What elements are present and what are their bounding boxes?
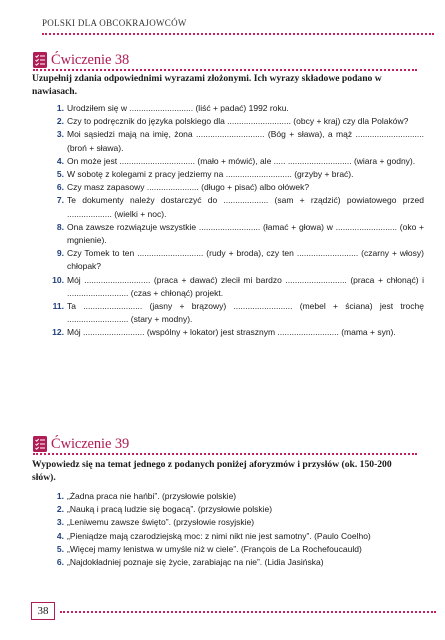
item-text: „Pieniądze mają czarodziejską moc: z nimi nikt nie jest samotny”. (Paulo Coelho) bbox=[67, 530, 371, 541]
item-text: Mój ............................ (praca + dawać) zlecił mi bardzo .......................... (praca + chłonąć) i .......................... (czas + chłonąć) projekt. bbox=[67, 274, 424, 298]
exercise-38-item bbox=[52, 128, 424, 154]
item-number: 12 . bbox=[48, 326, 64, 339]
exercise-38-item bbox=[52, 115, 424, 128]
item-number: 4 . bbox=[48, 530, 64, 543]
running-head: POLSKI DLA OBCOKRAJOWCÓW bbox=[42, 18, 187, 28]
exercise-39-instruction: Wypowiedz się na temat jednego z podanych poniżej aforyzmów i przysłów (ok. 150-200 słów). bbox=[32, 459, 392, 483]
item-number: 1 . bbox=[48, 102, 64, 115]
exercise-38-item bbox=[52, 300, 424, 326]
exercise-38-item bbox=[52, 194, 424, 220]
exercise-39-item bbox=[52, 556, 424, 569]
item-text: Te dokumenty należy dostarczyć do ................... (sam + rządzić) powiatowego przed ................... (wielki + noc). bbox=[67, 195, 424, 219]
item-text: Czy Tomek to ten ............................ (rudy + broda), czy ten .......................... (czarny + włosy) chłopak? bbox=[67, 248, 424, 272]
exercise-38-instruction: Uzupełnij zdania odpowiednimi wyrazami złożonymi. Ich wyrazy składowe podano w nawiasach. bbox=[32, 73, 382, 97]
item-number: 6 . bbox=[48, 181, 64, 194]
item-number: 2 . bbox=[48, 503, 64, 516]
item-number: 3 . bbox=[48, 516, 64, 529]
item-text: Urodziłem się w ........................... (liść + padać) 1992 roku. bbox=[67, 103, 289, 113]
exercise-38-item bbox=[52, 168, 424, 181]
exercise-38-item bbox=[52, 326, 424, 339]
item-text: Czy masz zapasowy ...................... (długo + pisać) albo ołówek? bbox=[67, 182, 310, 193]
exercise-39-item bbox=[52, 530, 424, 543]
item-number: 5 . bbox=[48, 168, 64, 181]
footer-divider bbox=[60, 611, 436, 613]
exercise-38-item bbox=[52, 102, 424, 115]
item-text: „Nauką i pracą ludzie się bogacą”. (przysłowie polskie) bbox=[67, 504, 273, 515]
item-number: 1 . bbox=[48, 490, 64, 503]
item-number: 6 . bbox=[48, 556, 64, 569]
item-text: On może jest ................................ (mało + mówić), ale ..... ........................... (wiara + godny). bbox=[67, 155, 416, 166]
checklist-icon bbox=[33, 52, 47, 68]
page-number: 38 bbox=[31, 602, 55, 620]
item-number: 3 . bbox=[48, 128, 64, 141]
item-text: Czy to podręcznik do języka polskiego dla ........................... (obcy + kraj) czy dla Polaków? bbox=[67, 116, 409, 127]
exercise-38-title-rule bbox=[33, 69, 417, 71]
item-number: 7 . bbox=[48, 194, 64, 207]
exercise-39-item bbox=[52, 490, 424, 503]
item-text: „Więcej mamy lenistwa w umyśle niż w ciele”. (François de La Rochefoucauld) bbox=[67, 543, 362, 554]
exercise-38-item bbox=[52, 274, 424, 300]
exercise-38-title: Ćwiczenie 38 bbox=[51, 52, 130, 68]
exercise-38-item bbox=[52, 155, 424, 168]
exercise-38-item bbox=[52, 247, 424, 273]
item-text: „Najdokładniej poznaje się życie, zarabiając na nie”. (Lidia Jasińska) bbox=[67, 557, 324, 568]
item-number: 4 . bbox=[48, 155, 64, 168]
exercise-39-list bbox=[52, 490, 424, 569]
exercise-38-list bbox=[52, 102, 424, 340]
exercise-39-title-rule bbox=[33, 453, 417, 455]
exercise-39-title: Ćwiczenie 39 bbox=[51, 436, 130, 452]
header-divider bbox=[42, 33, 434, 35]
exercise-39-item bbox=[52, 516, 424, 529]
item-text: „Żadna praca nie hańbi”. (przysłowie polskie) bbox=[67, 491, 237, 501]
exercise-38-item bbox=[52, 221, 424, 247]
item-text: Ta ......................... (jasny + brązowy) ......................... (mebel + ściana) jest trochę .......................... (stary + modny). bbox=[67, 301, 424, 325]
item-text: „Leniwemu zawsze święto”. (przysłowie rosyjskie) bbox=[67, 517, 255, 528]
checklist-icon bbox=[33, 436, 47, 452]
item-text: Moi sąsiedzi mają na imię, żona ............................. (Bóg + sława), a mąż ............................. (broń + sława). bbox=[67, 129, 424, 153]
item-number: 2 . bbox=[48, 115, 64, 128]
exercise-39-item bbox=[52, 543, 424, 556]
item-number: 10 . bbox=[48, 274, 64, 287]
item-text: Mój .......................... (wspólny + lokator) jest strasznym .......................... (mama + syn). bbox=[67, 327, 396, 338]
item-number: 8 . bbox=[48, 221, 64, 234]
item-text: Ona zawsze rozwiązuje wszystkie .......................... (łamać + głowa) w .......................... (oko + mgnienie). bbox=[67, 221, 424, 246]
item-number: 9 . bbox=[48, 247, 64, 260]
exercise-39-item bbox=[52, 503, 424, 516]
item-number: 11 . bbox=[48, 300, 64, 313]
item-text: W sobotę z kolegami z pracy jedziemy na ............................ (grzyby + brać). bbox=[67, 169, 354, 180]
item-number: 5 . bbox=[48, 543, 64, 556]
exercise-38-item bbox=[52, 181, 424, 194]
